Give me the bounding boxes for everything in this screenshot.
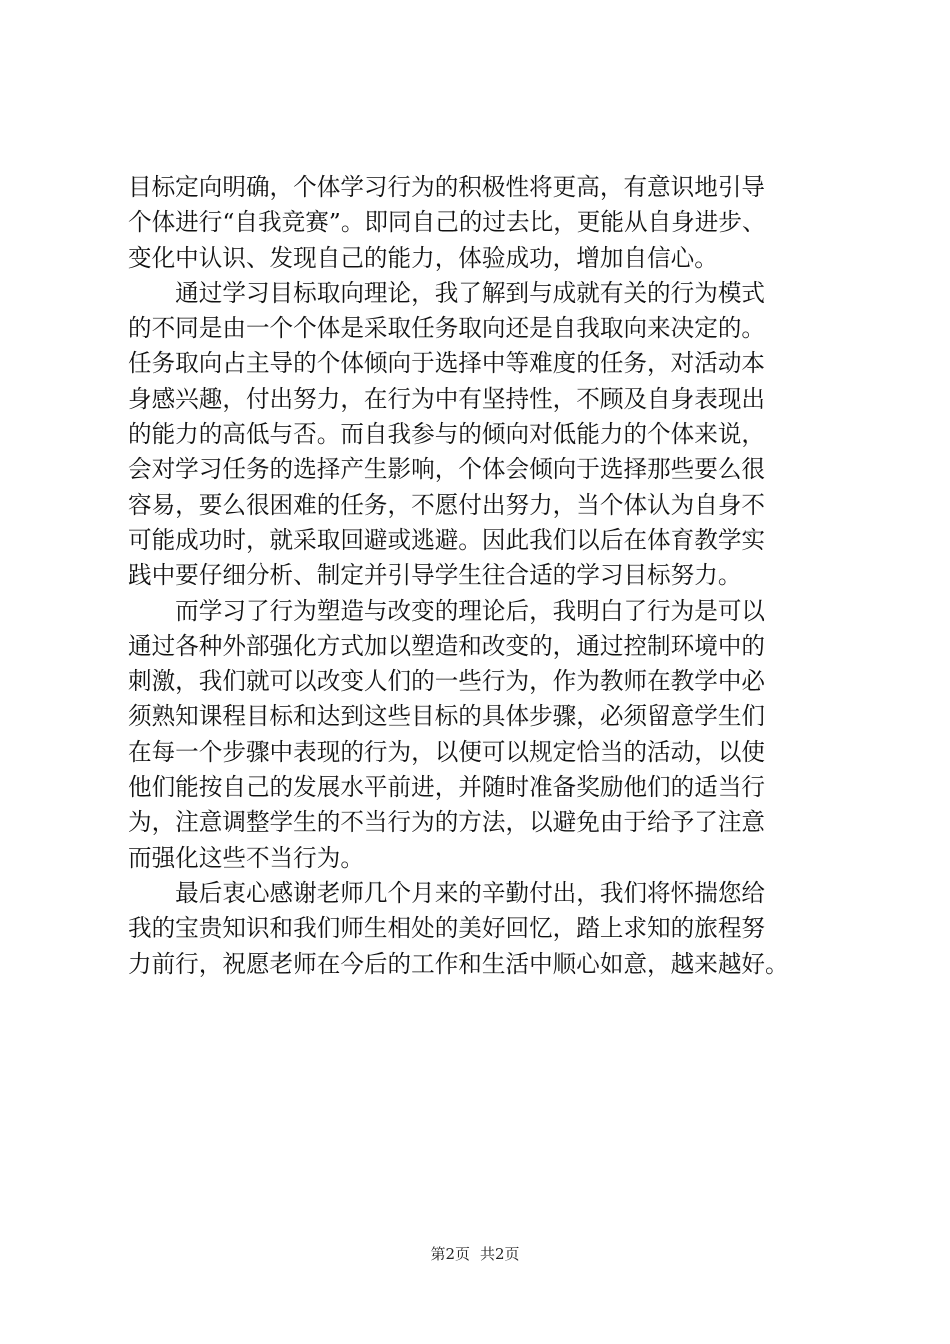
text-line: 会对学习任务的选择产生影响，个体会倾向于选择那些要么很 (128, 455, 766, 484)
page-footer (0, 1243, 950, 1264)
text-line: 最后衷心感谢老师几个月来的辛勤付出，我们将怀揣您给 (128, 878, 766, 907)
text-line: 力前行，祝愿老师在今后的工作和生活中顺心如意，越来越好。 (128, 949, 789, 978)
text-line: 在每一个步骤中表现的行为，以便可以规定恰当的活动，以使 (128, 737, 766, 766)
text-line: 身感兴趣，付出努力，在行为中有坚持性，不顾及自身表现出 (128, 384, 766, 413)
text-line: 可能成功时，就采取回避或逃避。因此我们以后在体育教学实 (128, 525, 766, 554)
text-line: 通过学习目标取向理论，我了解到与成就有关的行为模式 (128, 278, 766, 307)
document-body (128, 170, 824, 982)
text-line: 变化中认识、发现自己的能力，体验成功，增加自信心。 (128, 243, 718, 272)
text-line: 容易，要么很困难的任务，不愿付出努力，当个体认为自身不 (128, 490, 766, 519)
page-number: 第2页 (430, 1245, 470, 1263)
text-line: 的能力的高低与否。而自我参与的倾向对低能力的个体来说， (128, 420, 766, 449)
text-line: 个体进行“自我竞赛”。即同自己的过去比，更能从自身进步、 (128, 208, 766, 237)
text-line: 任务取向占主导的个体倾向于选择中等难度的任务，对活动本 (128, 349, 766, 378)
text-line: 目标定向明确，个体学习行为的积极性将更高，有意识地引导 (128, 173, 766, 201)
text-line: 的不同是由一个个体是采取任务取向还是自我取向来决定的。 (128, 314, 766, 343)
text-line: 须熟知课程目标和达到这些目标的具体步骤，必须留意学生们 (128, 702, 766, 731)
text-line: 而学习了行为塑造与改变的理论后，我明白了行为是可以 (128, 596, 766, 625)
text-line: 通过各种外部强化方式加以塑造和改变的，通过控制环境中的 (128, 631, 766, 660)
text-line: 为，注意调整学生的不当行为的方法，以避免由于给予了注意 (128, 808, 766, 837)
text-line: 我的宝贵知识和我们师生相处的美好回忆，踏上求知的旅程努 (128, 914, 766, 943)
text-line: 他们能按自己的发展水平前进，并随时准备奖励他们的适当行 (128, 773, 766, 802)
text-line: 践中要仔细分析、制定并引导学生往合适的学习目标努力。 (128, 561, 742, 590)
text-line: 而强化这些不当行为。 (128, 843, 364, 872)
text-line: 刺激，我们就可以改变人们的一些行为，作为教师在教学中必 (128, 667, 766, 696)
page-total: 共2页 (480, 1245, 520, 1263)
